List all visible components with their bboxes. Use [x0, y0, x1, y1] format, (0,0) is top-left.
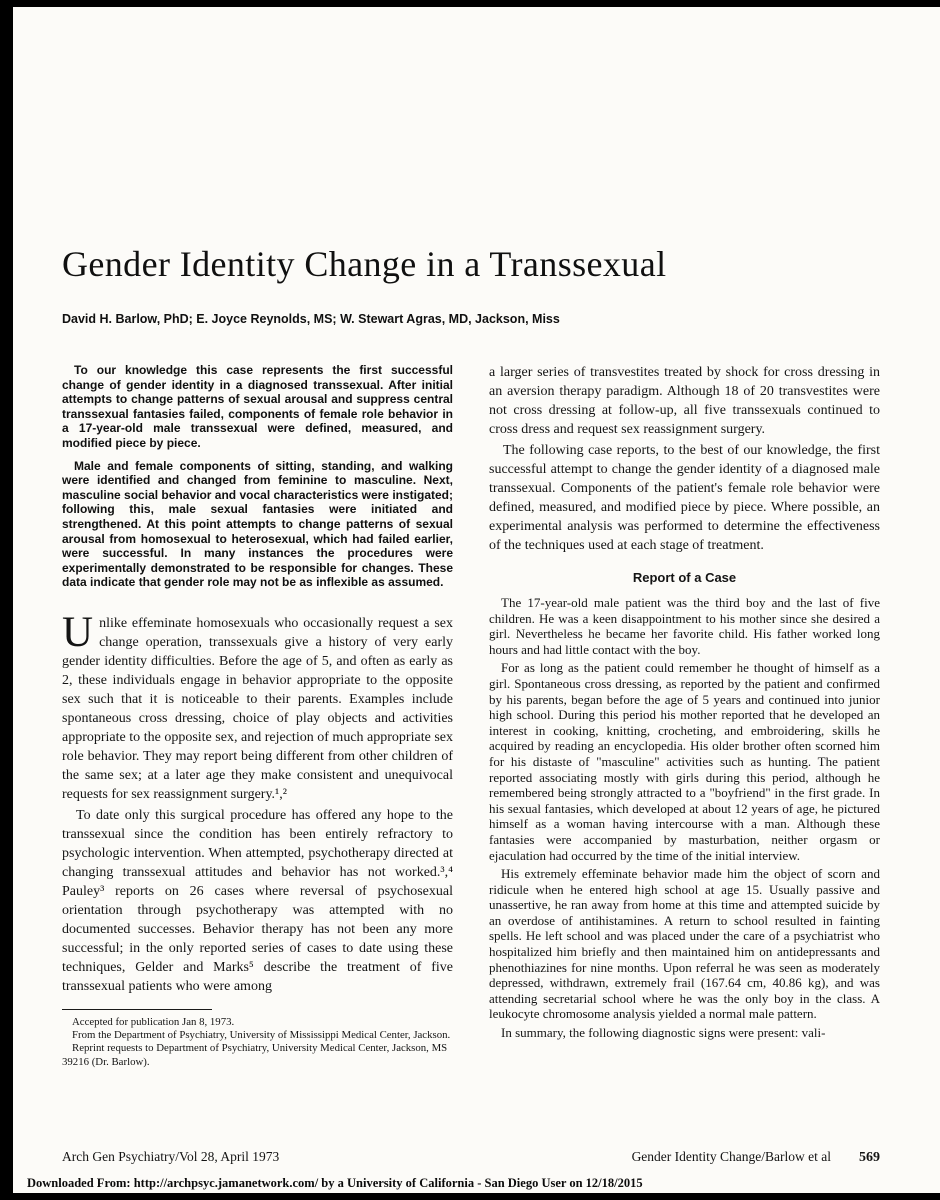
body-paragraph-continued: a larger series of transvestites treated by shock for cross dressing in an aversion therapy paradigm. Although 18 of 20 transvestites were not cross dressing at follow-up, all five transsexuals continued to cross dress and request sex reassignment surgery.	[489, 365, 880, 437]
footnote-affiliation: From the Department of Psychiatry, University of Mississippi Medical Center, Jackson.	[72, 1029, 451, 1042]
article-byline: David H. Barlow, PhD; E. Joyce Reynolds, MS; W. Stewart Agras, MD, Jackson, Miss	[62, 312, 560, 326]
left-column	[62, 363, 453, 1069]
scan-edge-left	[0, 0, 13, 1200]
case-paragraph-1: The 17-year-old male patient was the third boy and the last of five children. He was a keen disappointment to his mother since she desired a girl. Nevertheless he became her favorite child. His father worked long hours and had little contact with the boy.	[489, 595, 880, 657]
page-number: 569	[859, 1150, 880, 1165]
intro-paragraph-1: Unlike effeminate homosexuals who occasionally request a sex change operation, transsexuals give a history of very early gender identity difficulties. Before the age of 5, and often as early as 2, these individuals engage in behavior appropriate to the opposite sex such that it is noticeable to their parents. Examples include spontaneous cross dressing, choice of play objects and activities appropriate to the opposite sex, and rejection of much appropriate sex role behavior. They may report being different from other children of the same sex; at a later age they make consistent and unequivocal requests for sex reassignment surgery.¹,²	[62, 608, 453, 802]
footnote-block	[62, 1009, 453, 1069]
case-paragraph-3: His extremely effeminate behavior made him the object of scorn and ridicule when he entered high school at age 15. Usually passive and unassertive, he ran away from home at this time and attempted suicide by an overdose of antihistamines. A return to school resulted in fainting spells. He left school and was placed under the care of a psychiatrist who hospitalized him briefly and then maintained him on antidepressants and phenothiazines for nine months. Upon referral he was seen as moderately depressed, withdrawn, extremely frail (167.64 cm, 40.86 kg), and was attending secretarial school where he was the only boy in the class. A leukocyte chromosome analysis yielded a normal male pattern.	[489, 866, 880, 1022]
footnote-accepted: Accepted for publication Jan 8, 1973.	[72, 1015, 235, 1028]
download-notice: Downloaded From: http://archpsyc.jamanetwork.com/ by a University of California - San Diego User on 12/18/2015	[27, 1176, 643, 1190]
footnote-reprints: Reprint requests to Department of Psychiatry, University Medical Center, Jackson, MS 39216 (Dr. Barlow).	[62, 1042, 448, 1068]
section-heading-report-of-a-case: Report of a Case	[632, 570, 737, 585]
journal-citation: Arch Gen Psychiatry/Vol 28, April 1973	[62, 1149, 280, 1164]
right-column	[489, 363, 880, 1069]
scan-edge-bottom	[0, 1193, 940, 1200]
intro-paragraph-2: To date only this surgical procedure has offered any hope to the transsexual since the condition has been entirely refractory to psychologic intervention. When attempted, psychotherapy directed at changing transsexual attitudes and behavior has not worked.³,⁴ Pauley³ reports on 26 cases where reversal of psychosexual orientation through psychotherapy was attempted with no documented successes. Behavior therapy has not been any more successful; in the only reported series of cases to date using these techniques, Gelder and Marks⁵ describe the treatment of five transsexual patients who were among	[62, 807, 453, 994]
running-head	[632, 1149, 880, 1166]
article-content	[62, 0, 880, 1069]
running-title: Gender Identity Change/Barlow et al	[631, 1149, 831, 1164]
abstract	[62, 363, 453, 590]
abstract-paragraph-2: Male and female components of sitting, standing, and walking were identified and changed from feminine to masculine. Next, masculine social behavior and vocal characteristics were instigated; following this, male sexual fantasies were initiated and strengthened. At this point attempts to change patterns of sexual arousal from homosexual to heterosexual, which had failed earlier, were successful. In many instances the procedures were experimentally demonstrated to be responsible for changes. These data indicate that gender role may not be as inflexible as assumed.	[62, 458, 453, 590]
case-paragraph-2: For as long as the patient could remember he thought of himself as a girl. Spontaneous cross dressing, as reported by the patient and confirmed by his parents, began before the age of 5 years and continued into junior high school. During this period his mother reported that he developed an interest in cooking, knitting, crocheting, and embroidering, skills he acquired by reading an encyclopedia. His older brother often scorned him for his distaste of "masculine" activities such as hunting. The patient reported associating mostly with girls during this period, although he remembered being strongly attracted to a "boyfriend" in the first grade. In his sexual fantasies, which developed at about 12 years of age, he pictured himself as a woman having intercourse with a man. Although these fantasies were accompanied by masturbation, neither orgasm or ejaculation had occurred by the time of the initial interview.	[489, 660, 880, 863]
page-footer	[62, 1149, 880, 1166]
footnote-rule	[62, 1009, 212, 1010]
case-paragraph-4: In summary, the following diagnostic signs were present: vali-	[501, 1025, 826, 1041]
two-column-body	[62, 363, 880, 1069]
abstract-paragraph-1: To our knowledge this case represents the first successful change of gender identity in a diagnosed transsexual. After initial attempts to change patterns of sexual arousal and suppress central transsexual fantasies failed, components of female role behavior in a 17-year-old male transsexual were defined, measured, and modified piece by piece.	[62, 363, 453, 450]
article-title: Gender Identity Change in a Transsexual	[62, 244, 667, 284]
body-paragraph: The following case reports, to the best of our knowledge, the first successful attempt to change the gender identity of a diagnosed male transsexual. Components of the patient's female role behavior were defined, measured, and modified piece by piece. Where possible, an experimental analysis was performed to determine the effectiveness of the techniques used at each stage of treatment.	[489, 443, 880, 553]
